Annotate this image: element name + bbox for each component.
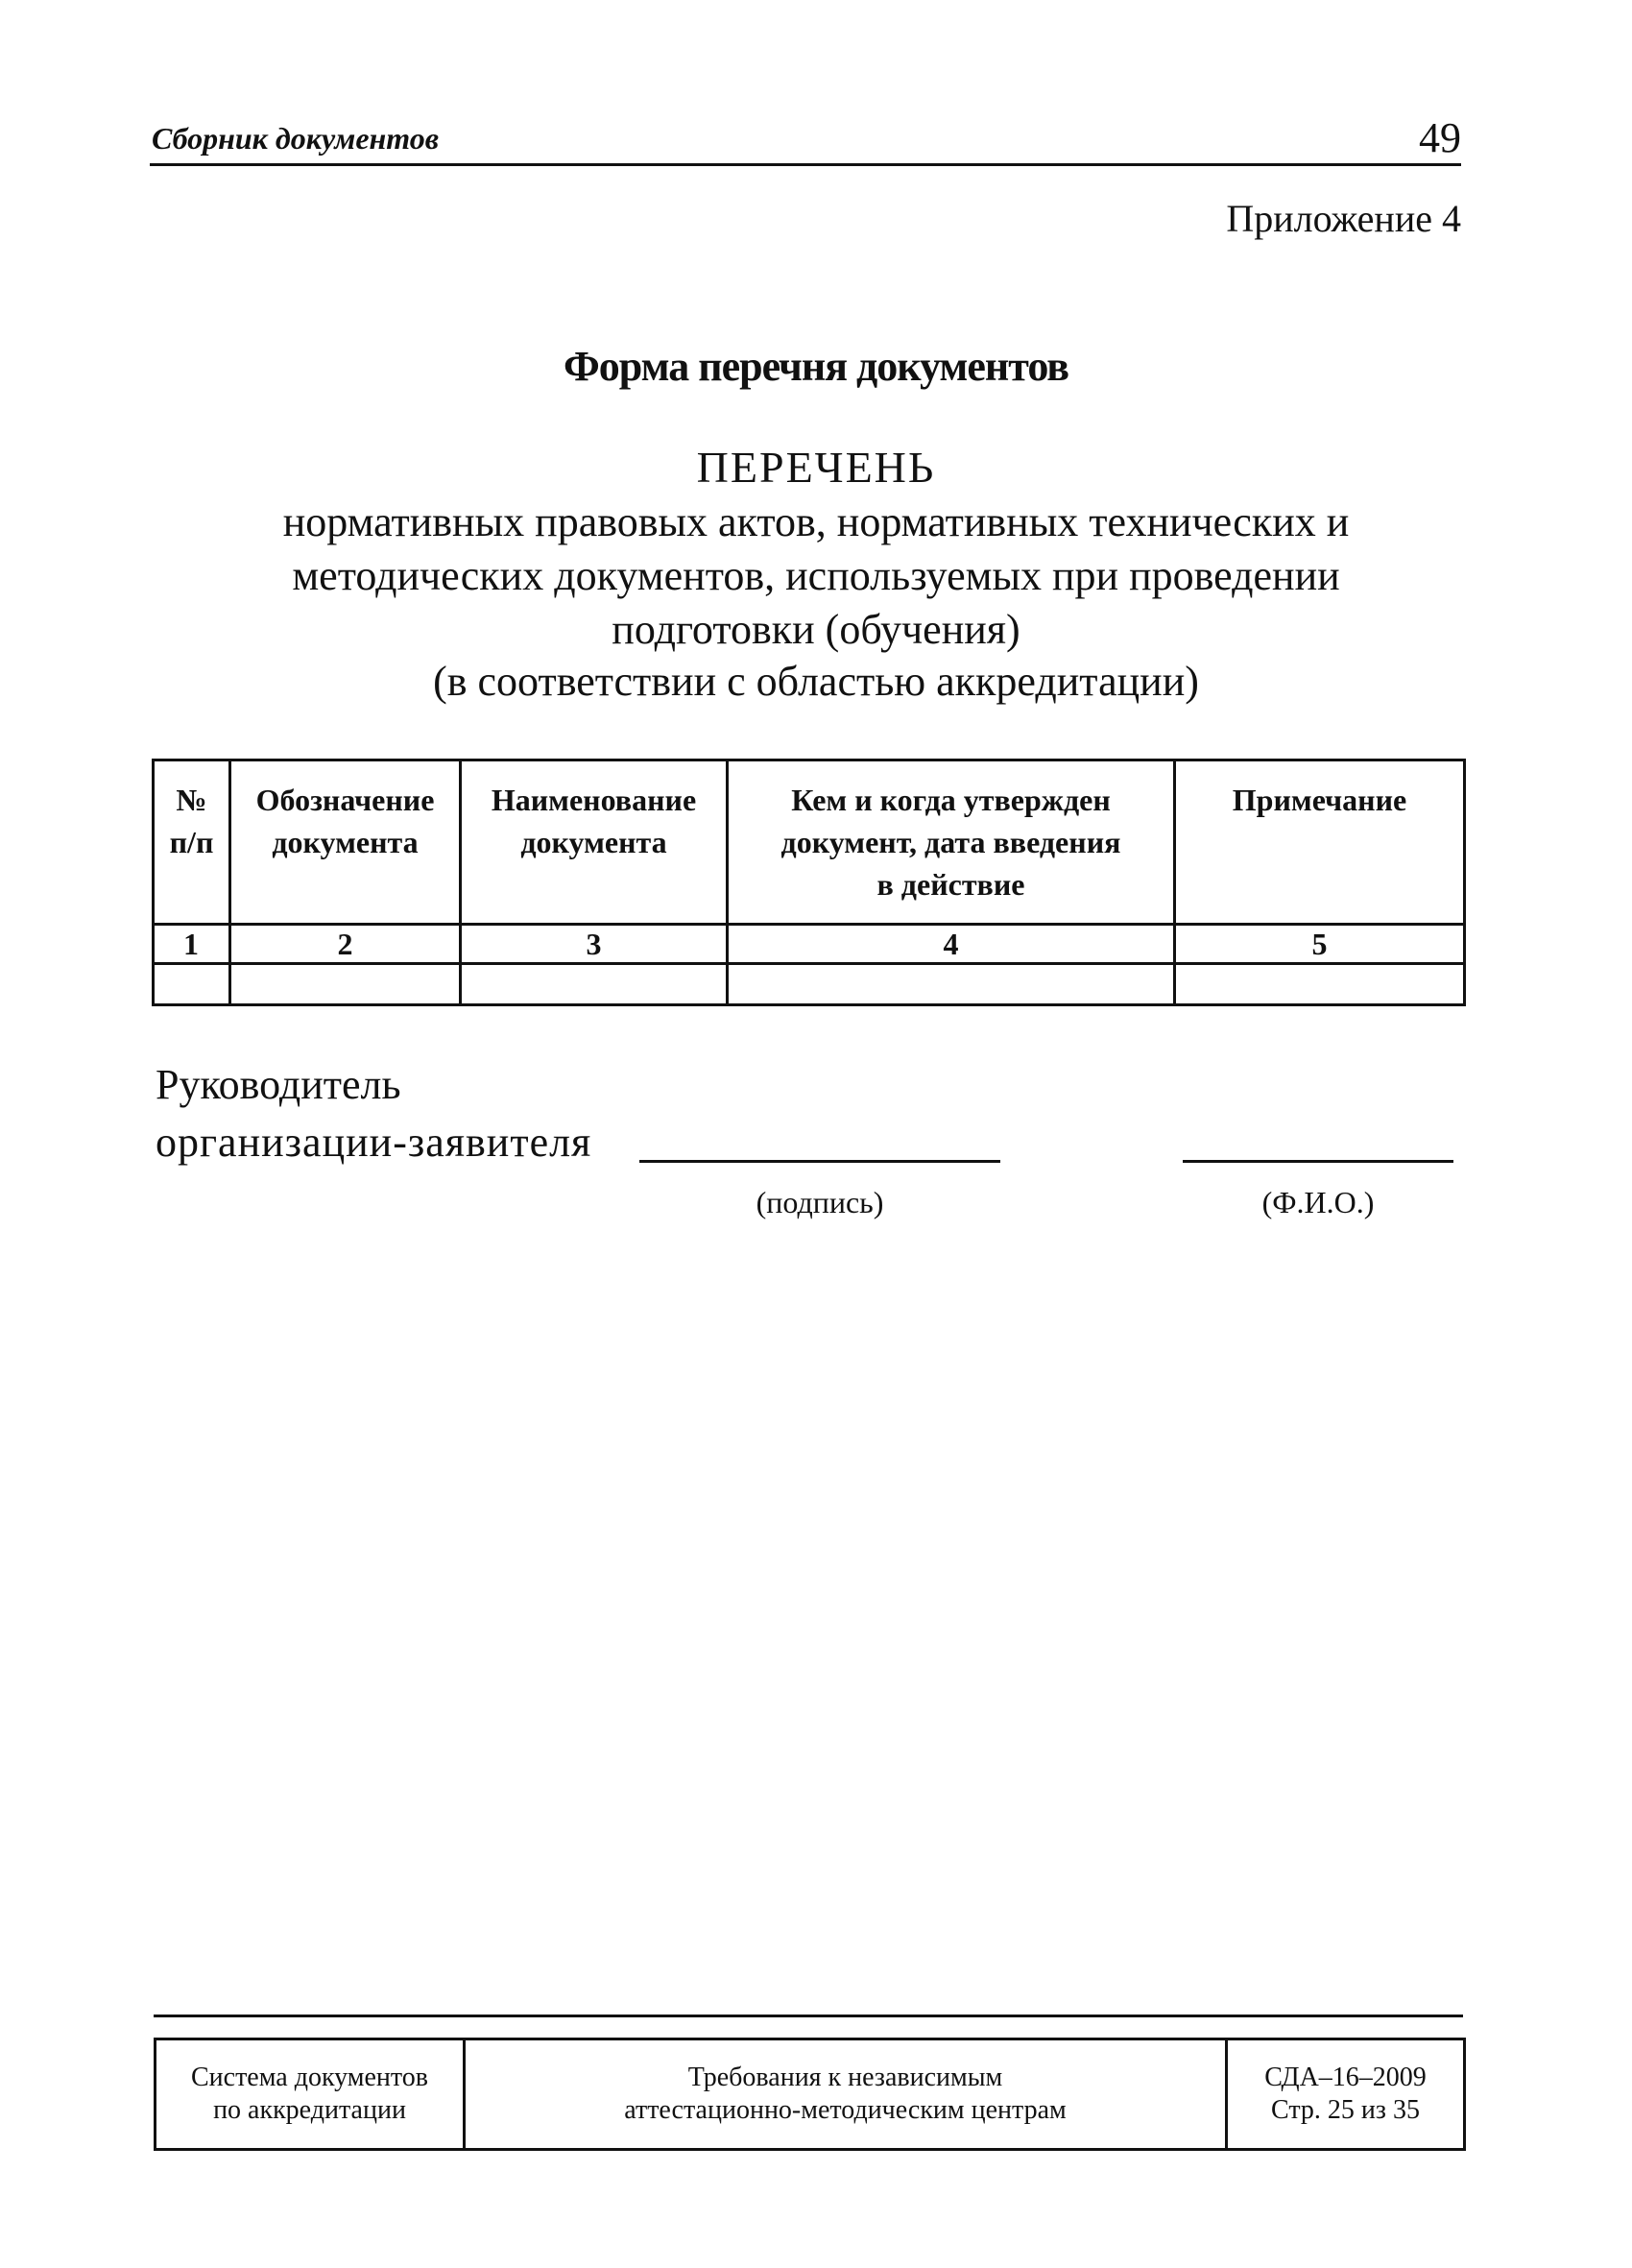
list-subtitle-line: подготовки (обучения) — [612, 606, 1020, 653]
footer-row — [156, 2039, 1465, 2150]
list-subtitle-line: (в соответствии с областью аккредитации) — [433, 658, 1199, 705]
column-numbers-row — [154, 925, 1465, 964]
signature-caption: (подпись) — [756, 1185, 884, 1219]
table-cell — [1175, 964, 1465, 1005]
column-header-name: Наименование документа — [461, 760, 728, 925]
table-cell — [461, 964, 728, 1005]
column-number: 2 — [230, 925, 461, 964]
footer-divider — [154, 2015, 1463, 2017]
table-row — [154, 964, 1465, 1005]
signatory-role-line2: организации-заявителя — [156, 1119, 592, 1166]
column-number: 4 — [728, 925, 1175, 964]
full-name-caption: (Ф.И.О.) — [1261, 1185, 1375, 1219]
footer-document-code: СДА–16–2009 Стр. 25 из 35 — [1227, 2039, 1465, 2150]
footer-table — [154, 2038, 1466, 2151]
form-title: Форма перечня документов — [564, 343, 1068, 390]
column-number: 1 — [154, 925, 230, 964]
table-cell — [154, 964, 230, 1005]
signature-line — [639, 1160, 1000, 1163]
signatory-role-line1: Руководитель — [156, 1061, 401, 1108]
column-header-note: Примечание — [1175, 760, 1465, 925]
table-cell — [230, 964, 461, 1005]
header-divider — [150, 163, 1461, 166]
table-header-row — [154, 760, 1465, 925]
documents-table — [152, 759, 1466, 1006]
collection-title: Сборник документов — [152, 121, 440, 156]
list-heading: ПЕРЕЧЕНЬ — [696, 443, 936, 492]
full-name-line — [1183, 1160, 1453, 1163]
column-number: 3 — [461, 925, 728, 964]
table-cell — [728, 964, 1175, 1005]
column-header-approval: Кем и когда утвержден документ, дата введения в действие — [728, 760, 1175, 925]
appendix-label: Приложение 4 — [1226, 197, 1461, 240]
footer-document-title: Требования к независимым аттестационно-методическим центрам — [465, 2039, 1227, 2150]
footer-system-name: Система документов по аккредитации — [156, 2039, 465, 2150]
column-header-number: № п/п — [154, 760, 230, 925]
page-number: 49 — [1419, 114, 1461, 161]
column-header-designation: Обозначение документа — [230, 760, 461, 925]
list-subtitle-line: нормативных правовых актов, нормативных технических и — [282, 498, 1350, 545]
list-subtitle-line: методических документов, используемых при проведении — [292, 552, 1340, 599]
column-number: 5 — [1175, 925, 1465, 964]
